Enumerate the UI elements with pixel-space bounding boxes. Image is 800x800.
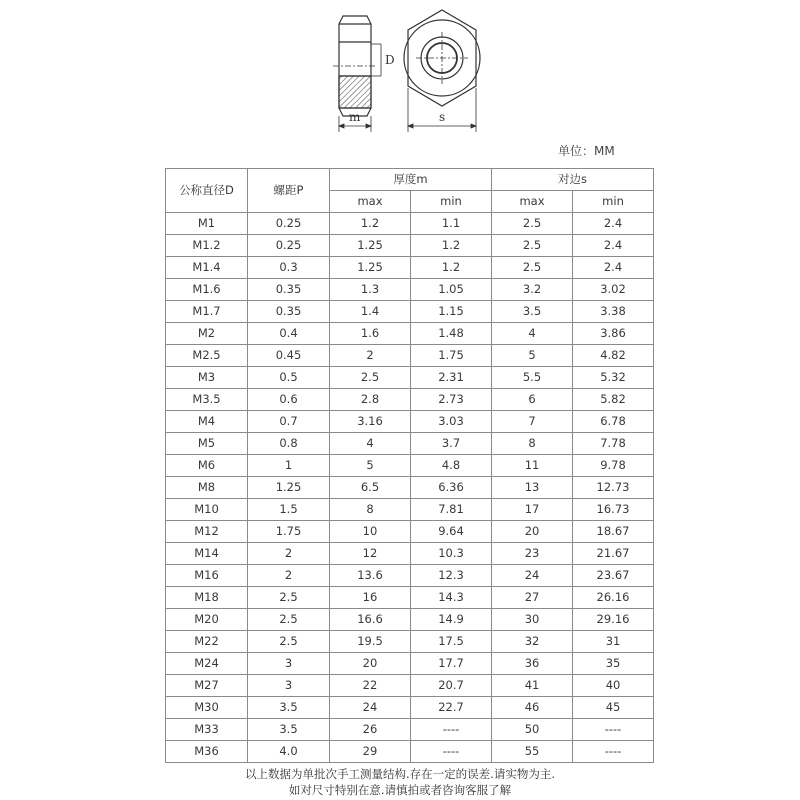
- table-row: [166, 389, 654, 411]
- cell-pitch: 4.0: [248, 741, 330, 763]
- cell-pitch: 0.45: [248, 345, 330, 367]
- table-row: [166, 565, 654, 587]
- cell-pitch: 0.35: [248, 301, 330, 323]
- table-row: [166, 235, 654, 257]
- cell-across-flats-max: 23: [492, 543, 573, 565]
- cell-pitch: 2.5: [248, 609, 330, 631]
- header-pitch: 螺距P: [248, 169, 330, 213]
- table-row: [166, 301, 654, 323]
- cell-nominal-diameter: M1.7: [166, 301, 248, 323]
- cell-across-flats-min: 16.73: [573, 499, 654, 521]
- cell-thickness-max: 13.6: [330, 565, 411, 587]
- cell-thickness-min: 2.31: [411, 367, 492, 389]
- nut-spec-table: [165, 168, 654, 763]
- cell-pitch: 0.35: [248, 279, 330, 301]
- header-across-flats-max: max: [492, 191, 573, 213]
- table-row: [166, 345, 654, 367]
- d-dimension-leader: [371, 44, 381, 76]
- cell-thickness-min: 17.7: [411, 653, 492, 675]
- cell-thickness-max: 1.25: [330, 257, 411, 279]
- cell-thickness-max: 5: [330, 455, 411, 477]
- cell-across-flats-min: 35: [573, 653, 654, 675]
- cell-thickness-max: 19.5: [330, 631, 411, 653]
- cell-across-flats-min: 3.02: [573, 279, 654, 301]
- cell-pitch: 1: [248, 455, 330, 477]
- cell-pitch: 2.5: [248, 587, 330, 609]
- table-row: [166, 697, 654, 719]
- nut-front-view: [404, 10, 480, 106]
- table-row: [166, 279, 654, 301]
- cell-pitch: 1.5: [248, 499, 330, 521]
- cell-thickness-min: 7.81: [411, 499, 492, 521]
- cell-across-flats-max: 2.5: [492, 257, 573, 279]
- cell-nominal-diameter: M1: [166, 213, 248, 235]
- cell-pitch: 0.7: [248, 411, 330, 433]
- hex-nut-technical-drawing: [325, 8, 495, 138]
- table-row: [166, 587, 654, 609]
- table-row: [166, 543, 654, 565]
- cell-across-flats-max: 46: [492, 697, 573, 719]
- cell-thickness-max: 29: [330, 741, 411, 763]
- cell-across-flats-min: 3.86: [573, 323, 654, 345]
- cell-across-flats-min: 6.78: [573, 411, 654, 433]
- cell-pitch: 0.3: [248, 257, 330, 279]
- cell-nominal-diameter: M6: [166, 455, 248, 477]
- table-row: [166, 609, 654, 631]
- cell-nominal-diameter: M20: [166, 609, 248, 631]
- cell-across-flats-max: 13: [492, 477, 573, 499]
- cell-across-flats-max: 50: [492, 719, 573, 741]
- table-row: [166, 719, 654, 741]
- cell-pitch: 1.25: [248, 477, 330, 499]
- cell-across-flats-min: 5.32: [573, 367, 654, 389]
- table-row: [166, 323, 654, 345]
- cell-nominal-diameter: M2: [166, 323, 248, 345]
- cell-across-flats-max: 30: [492, 609, 573, 631]
- cell-thickness-min: 1.48: [411, 323, 492, 345]
- cell-across-flats-min: 45: [573, 697, 654, 719]
- table-row: [166, 499, 654, 521]
- cell-thickness-min: 10.3: [411, 543, 492, 565]
- table-row: [166, 521, 654, 543]
- cell-thickness-max: 10: [330, 521, 411, 543]
- cell-across-flats-min: ----: [573, 719, 654, 741]
- table-row: [166, 675, 654, 697]
- cell-across-flats-max: 32: [492, 631, 573, 653]
- table-row: [166, 631, 654, 653]
- cell-thickness-min: 3.03: [411, 411, 492, 433]
- cell-across-flats-max: 27: [492, 587, 573, 609]
- cell-thickness-max: 8: [330, 499, 411, 521]
- cell-across-flats-min: 31: [573, 631, 654, 653]
- table-row: [166, 367, 654, 389]
- cell-thickness-max: 24: [330, 697, 411, 719]
- cell-nominal-diameter: M24: [166, 653, 248, 675]
- cell-pitch: 3.5: [248, 697, 330, 719]
- cell-pitch: 2: [248, 543, 330, 565]
- cell-thickness-max: 6.5: [330, 477, 411, 499]
- cell-pitch: 0.5: [248, 367, 330, 389]
- cell-across-flats-max: 7: [492, 411, 573, 433]
- cell-across-flats-min: 3.38: [573, 301, 654, 323]
- cell-across-flats-min: ----: [573, 741, 654, 763]
- unit-label: 单位：MM: [558, 144, 615, 158]
- cell-pitch: 0.4: [248, 323, 330, 345]
- cell-nominal-diameter: M30: [166, 697, 248, 719]
- cell-nominal-diameter: M16: [166, 565, 248, 587]
- cell-across-flats-min: 2.4: [573, 257, 654, 279]
- cell-across-flats-max: 2.5: [492, 235, 573, 257]
- cell-nominal-diameter: M10: [166, 499, 248, 521]
- cell-nominal-diameter: M1.4: [166, 257, 248, 279]
- cell-across-flats-max: 3.5: [492, 301, 573, 323]
- cell-across-flats-max: 3.2: [492, 279, 573, 301]
- cell-thickness-max: 1.4: [330, 301, 411, 323]
- cell-thickness-min: 17.5: [411, 631, 492, 653]
- cell-across-flats-min: 12.73: [573, 477, 654, 499]
- cell-across-flats-max: 24: [492, 565, 573, 587]
- cell-nominal-diameter: M2.5: [166, 345, 248, 367]
- table-row: [166, 411, 654, 433]
- footer-note-1: 以上数据为单批次手工测量结构.存在一定的误差.请实物为主.: [245, 767, 555, 781]
- header-thickness-max: max: [330, 191, 411, 213]
- cell-thickness-min: 14.9: [411, 609, 492, 631]
- cell-thickness-max: 2.8: [330, 389, 411, 411]
- table-body: [166, 213, 654, 763]
- cell-across-flats-min: 18.67: [573, 521, 654, 543]
- cell-thickness-max: 16: [330, 587, 411, 609]
- header-nominal-diameter: 公称直径D: [166, 169, 248, 213]
- cell-nominal-diameter: M3: [166, 367, 248, 389]
- cell-across-flats-min: 23.67: [573, 565, 654, 587]
- label-d: D: [385, 53, 395, 67]
- table-row: [166, 477, 654, 499]
- table-row: [166, 455, 654, 477]
- header-thickness-min: min: [411, 191, 492, 213]
- cell-thickness-min: 20.7: [411, 675, 492, 697]
- cell-across-flats-min: 21.67: [573, 543, 654, 565]
- cell-pitch: 2: [248, 565, 330, 587]
- cell-thickness-max: 1.3: [330, 279, 411, 301]
- cell-pitch: 0.8: [248, 433, 330, 455]
- cell-thickness-min: 3.7: [411, 433, 492, 455]
- cell-thickness-min: 1.2: [411, 235, 492, 257]
- cell-thickness-max: 22: [330, 675, 411, 697]
- cell-nominal-diameter: M27: [166, 675, 248, 697]
- label-m: m: [349, 110, 361, 124]
- cell-across-flats-max: 17: [492, 499, 573, 521]
- cell-thickness-min: 12.3: [411, 565, 492, 587]
- header-across-flats: 对边s: [492, 169, 654, 191]
- table-row: [166, 257, 654, 279]
- cell-thickness-min: ----: [411, 741, 492, 763]
- cell-across-flats-max: 36: [492, 653, 573, 675]
- cell-pitch: 3: [248, 675, 330, 697]
- cell-across-flats-min: 9.78: [573, 455, 654, 477]
- cell-nominal-diameter: M36: [166, 741, 248, 763]
- cell-across-flats-max: 4: [492, 323, 573, 345]
- cell-thickness-min: 6.36: [411, 477, 492, 499]
- cell-across-flats-min: 4.82: [573, 345, 654, 367]
- cell-nominal-diameter: M4: [166, 411, 248, 433]
- cell-thickness-min: 1.75: [411, 345, 492, 367]
- cell-thickness-max: 20: [330, 653, 411, 675]
- cell-pitch: 0.25: [248, 213, 330, 235]
- cell-across-flats-max: 2.5: [492, 213, 573, 235]
- table-row: [166, 653, 654, 675]
- cell-pitch: 0.6: [248, 389, 330, 411]
- cell-across-flats-max: 6: [492, 389, 573, 411]
- cell-across-flats-min: 29.16: [573, 609, 654, 631]
- label-s: s: [439, 110, 446, 124]
- cell-across-flats-min: 7.78: [573, 433, 654, 455]
- cell-across-flats-max: 20: [492, 521, 573, 543]
- cell-nominal-diameter: M33: [166, 719, 248, 741]
- cell-nominal-diameter: M5: [166, 433, 248, 455]
- cell-pitch: 1.75: [248, 521, 330, 543]
- cell-nominal-diameter: M18: [166, 587, 248, 609]
- header-across-flats-min: min: [573, 191, 654, 213]
- cell-thickness-max: 12: [330, 543, 411, 565]
- cell-thickness-min: 1.2: [411, 257, 492, 279]
- cell-thickness-min: 14.3: [411, 587, 492, 609]
- cell-thickness-max: 1.25: [330, 235, 411, 257]
- cell-thickness-min: 4.8: [411, 455, 492, 477]
- cell-thickness-min: 22.7: [411, 697, 492, 719]
- cell-across-flats-max: 41: [492, 675, 573, 697]
- cell-pitch: 3.5: [248, 719, 330, 741]
- cell-across-flats-max: 11: [492, 455, 573, 477]
- cell-across-flats-max: 5.5: [492, 367, 573, 389]
- cell-thickness-min: 1.1: [411, 213, 492, 235]
- cell-thickness-max: 26: [330, 719, 411, 741]
- cell-nominal-diameter: M1.6: [166, 279, 248, 301]
- cell-thickness-max: 4: [330, 433, 411, 455]
- cell-nominal-diameter: M8: [166, 477, 248, 499]
- cell-thickness-min: 1.15: [411, 301, 492, 323]
- cell-nominal-diameter: M22: [166, 631, 248, 653]
- cell-nominal-diameter: M14: [166, 543, 248, 565]
- cell-across-flats-max: 8: [492, 433, 573, 455]
- table-row: [166, 741, 654, 763]
- cell-across-flats-min: 2.4: [573, 213, 654, 235]
- cell-thickness-min: ----: [411, 719, 492, 741]
- cell-thickness-max: 16.6: [330, 609, 411, 631]
- cell-across-flats-max: 55: [492, 741, 573, 763]
- table-row: [166, 213, 654, 235]
- cell-across-flats-min: 2.4: [573, 235, 654, 257]
- cell-nominal-diameter: M3.5: [166, 389, 248, 411]
- cell-across-flats-min: 40: [573, 675, 654, 697]
- cell-pitch: 0.25: [248, 235, 330, 257]
- cell-thickness-max: 2.5: [330, 367, 411, 389]
- cell-thickness-min: 2.73: [411, 389, 492, 411]
- cell-thickness-max: 2: [330, 345, 411, 367]
- cell-across-flats-min: 26.16: [573, 587, 654, 609]
- cell-thickness-min: 1.05: [411, 279, 492, 301]
- cell-thickness-max: 1.6: [330, 323, 411, 345]
- cell-pitch: 3: [248, 653, 330, 675]
- nut-side-view: [333, 16, 377, 116]
- footer-note-2: 如对尺寸特别在意.请慎拍或者咨询客服了解: [288, 783, 512, 797]
- cell-nominal-diameter: M12: [166, 521, 248, 543]
- cell-thickness-max: 3.16: [330, 411, 411, 433]
- table-row: [166, 433, 654, 455]
- cell-across-flats-max: 5: [492, 345, 573, 367]
- cell-pitch: 2.5: [248, 631, 330, 653]
- cell-across-flats-min: 5.82: [573, 389, 654, 411]
- header-thickness: 厚度m: [330, 169, 492, 191]
- cell-nominal-diameter: M1.2: [166, 235, 248, 257]
- cell-thickness-min: 9.64: [411, 521, 492, 543]
- cell-thickness-max: 1.2: [330, 213, 411, 235]
